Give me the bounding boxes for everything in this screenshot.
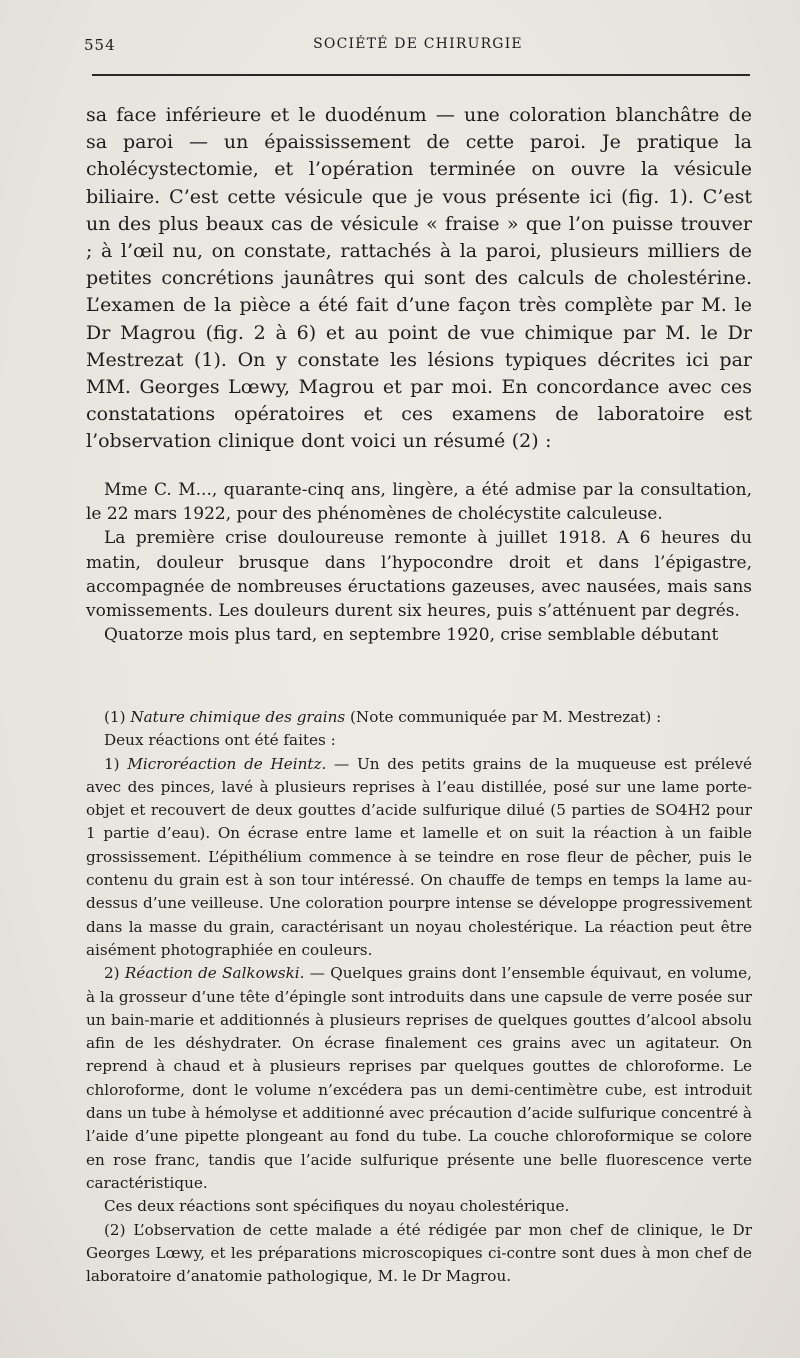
footnote-1-source: (Note communiquée par M. Mestrezat) :	[345, 708, 662, 726]
footnote-1-marker: (1)	[104, 708, 126, 726]
page-header	[84, 36, 752, 60]
footnote-2: (2) L’observation de cette malade a été rédigée par mon chef de clinique, le Dr Georges Lœwy, et les préparations microscopiques ci-contre sont dues à mon chef de laboratoire d’anatomie pathologique, M. le Dr Magrou.	[86, 1220, 752, 1286]
reaction-1-marker: 1)	[104, 754, 120, 773]
page-number: 554	[84, 36, 116, 54]
case-paragraph-intro: Mme C. M..., quarante-cinq ans, lingère, a été admise par la consultation, le 22 mars 1922, pour des phénomènes de cholécystite calculeuse.	[86, 480, 752, 525]
footnote-1-title: Nature chimique des grains	[130, 708, 346, 726]
reaction-2-title: Réaction de Salkowski.	[124, 964, 305, 983]
case-paragraph-first-crisis: La première crise douloureuse remonte à juillet 1918. A 6 heures du matin, douleur brusque dans l’hypocondre droit et dans l’épigastre, accompagnée de nombreuses éructations gazeuses, avec nausées, mais sans vomissements. Les douleurs durent six heures, puis s’atténuent par degrés.	[86, 528, 752, 622]
reaction-1-text: — Un des petits grains de la muqueuse est prélevé avec des pinces, lavé à plusieurs reprises à l’eau distillée, posé sur une lame porte-objet et recouvert de deux gouttes d’acide sulfurique dilué (5 parties de SO4H2 pour 1 partie d’eau). On écrase entre lame et lamelle et on suit la réaction à un faible grossissement. L’épithélium commence à se teindre en rose fleur de pêcher, puis le contenu du grain est à son tour intéressé. On chauffe de temps en temps la lame au-dessus d’une veilleuse. Une coloration pourpre intense se développe progressivement dans la masse du grain, caractérisant un noyau cholestérique. La réaction peut être aisément photographiée en couleurs.	[86, 754, 753, 959]
footnote-1-heading	[86, 706, 752, 729]
reaction-2	[86, 962, 752, 1195]
running-title: SOCIÉTÉ DE CHIRURGIE	[313, 36, 523, 52]
reaction-1-title: Microréaction de Heintz.	[127, 754, 327, 773]
main-paragraph: sa face inférieure et le duodénum — une coloration blanchâtre de sa paroi — un épaississement de cette paroi. Je pratique la cholécystectomie, et l’opération terminée on ouvre la vésicule biliaire. C’est cette vésicule que je vous présente ici (fig. 1). C’est un des plus beaux cas de vésicule « fraise » que l’on puisse trouver ; à l’œil nu, on constate, rattachés à la paroi, plusieurs milliers de petites concrétions jaunâtres qui sont des calculs de cholestérine. L’examen de la pièce a été fait d’une façon très complète par M. le Dr Magrou (fig. 2 à 6) et au point de vue chimique par M. le Dr Mestrezat (1). On y constate les lésions typiques décrites ici par MM. Georges Lœwy, Magrou et par moi. En concordance avec ces constatations opératoires et ces examens de laboratoire est l’observation clinique dont voici un résumé (2) :	[86, 104, 752, 453]
footnote-1-conclusion: Ces deux réactions sont spécifiques du noyau cholestérique.	[104, 1197, 570, 1216]
case-report	[86, 478, 752, 647]
reaction-1	[86, 753, 752, 963]
case-paragraph-second-crisis: Quatorze mois plus tard, en septembre 1920, crise semblable débutant	[104, 625, 719, 646]
reaction-2-marker: 2)	[104, 964, 120, 983]
header-rule	[92, 74, 750, 76]
footnotes	[86, 706, 752, 1288]
main-text	[86, 102, 752, 456]
footnote-1-intro: Deux réactions ont été faites :	[104, 731, 336, 750]
reaction-2-text: — Quelques grains dont l’ensemble équivaut, en volume, à la grosseur d’une tête d’épingle sont introduits dans une capsule de verre posée sur un bain-marie et additionnés à plusieurs reprises de quelques gouttes d’alcool absolu afin de les déshydrater. On écrase finalement ces grains avec un agitateur. On reprend à chaud et à plusieurs reprises par quelques gouttes de chloroforme. Le chloroforme, dont le volume n’excédera pas un demi-centimètre cube, est introduit dans un tube à hémolyse et additionné avec précaution d’acide sulfurique concentré à l’aide d’une pipette plongeant au fond du tube. La couche chloroformique se colore en rose franc, tandis que l’acide sulfurique présente une belle fluorescence verte caractéristique.	[86, 964, 752, 1192]
